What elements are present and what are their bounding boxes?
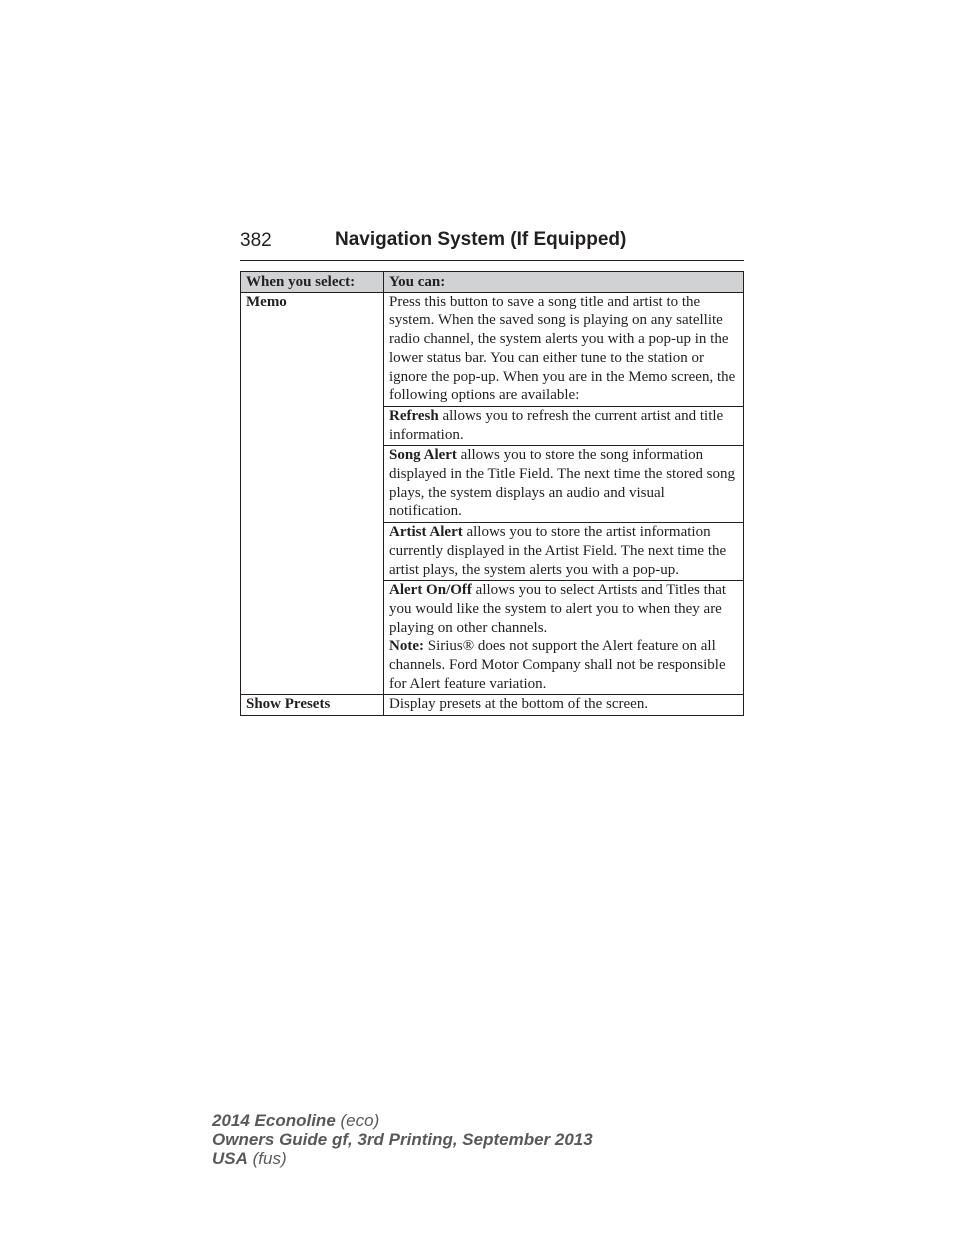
alert-on-off-term: Alert On/Off bbox=[389, 582, 472, 599]
alert-on-off-text: allows you to select Artists and Titles that you would like the system to alert you to when they are playing on other channels. bbox=[389, 582, 727, 636]
song-alert-term: Song Alert bbox=[389, 447, 457, 464]
refresh-term: Refresh bbox=[389, 407, 439, 424]
table-row-show-presets bbox=[241, 695, 744, 716]
table-header-row bbox=[241, 272, 744, 293]
footer-region: USA bbox=[212, 1149, 248, 1168]
song-alert-text: allows you to store the song information displayed in the Title Field. The next time the stored song plays, the system displays an audio and visual notification. bbox=[389, 447, 735, 520]
section-title: Navigation System (If Equipped) bbox=[335, 229, 627, 250]
page-header bbox=[240, 228, 744, 261]
column-header-you-can: You can: bbox=[384, 272, 744, 293]
table-row-memo bbox=[241, 292, 744, 406]
artist-alert-cell bbox=[384, 523, 744, 581]
alert-on-off-cell bbox=[384, 581, 744, 695]
refresh-text: allows you to refresh the current artist and title information. bbox=[389, 407, 724, 443]
show-presets-label: Show Presets bbox=[241, 695, 384, 716]
footer-region-code: (fus) bbox=[247, 1149, 287, 1168]
footer-line-1 bbox=[212, 1111, 593, 1130]
footer-model-code: (eco) bbox=[335, 1111, 380, 1130]
song-alert-cell bbox=[384, 446, 744, 523]
show-presets-description: Display presets at the bottom of the screen. bbox=[384, 695, 744, 716]
footer-model: 2014 Econoline bbox=[212, 1111, 336, 1130]
artist-alert-text: allows you to store the artist information currently displayed in the Artist Field. The next time the artist plays, the system alerts you with a pop-up. bbox=[389, 524, 727, 578]
footer-line-3 bbox=[212, 1149, 593, 1168]
footer-line-2: Owners Guide gf, 3rd Printing, September 2013 bbox=[212, 1130, 593, 1149]
note-label: Note: bbox=[389, 638, 424, 655]
memo-label: Memo bbox=[241, 292, 384, 695]
memo-description: Press this button to save a song title and artist to the system. When the saved song is playing on any satellite radio channel, the system alerts you with a pop-up in the lower status bar. You can either tune to the station or ignore the pop-up. When you are in the Memo screen, the following options are available: bbox=[384, 292, 744, 406]
feature-table bbox=[240, 271, 744, 716]
refresh-cell bbox=[384, 406, 744, 445]
page-footer bbox=[212, 1111, 593, 1168]
page-number: 382 bbox=[240, 230, 272, 251]
column-header-when-you-select: When you select: bbox=[241, 272, 384, 293]
artist-alert-term: Artist Alert bbox=[389, 524, 463, 541]
note-text: Sirius® does not support the Alert feature on all channels. Ford Motor Company shall not be responsible for Alert feature variation. bbox=[389, 638, 726, 692]
